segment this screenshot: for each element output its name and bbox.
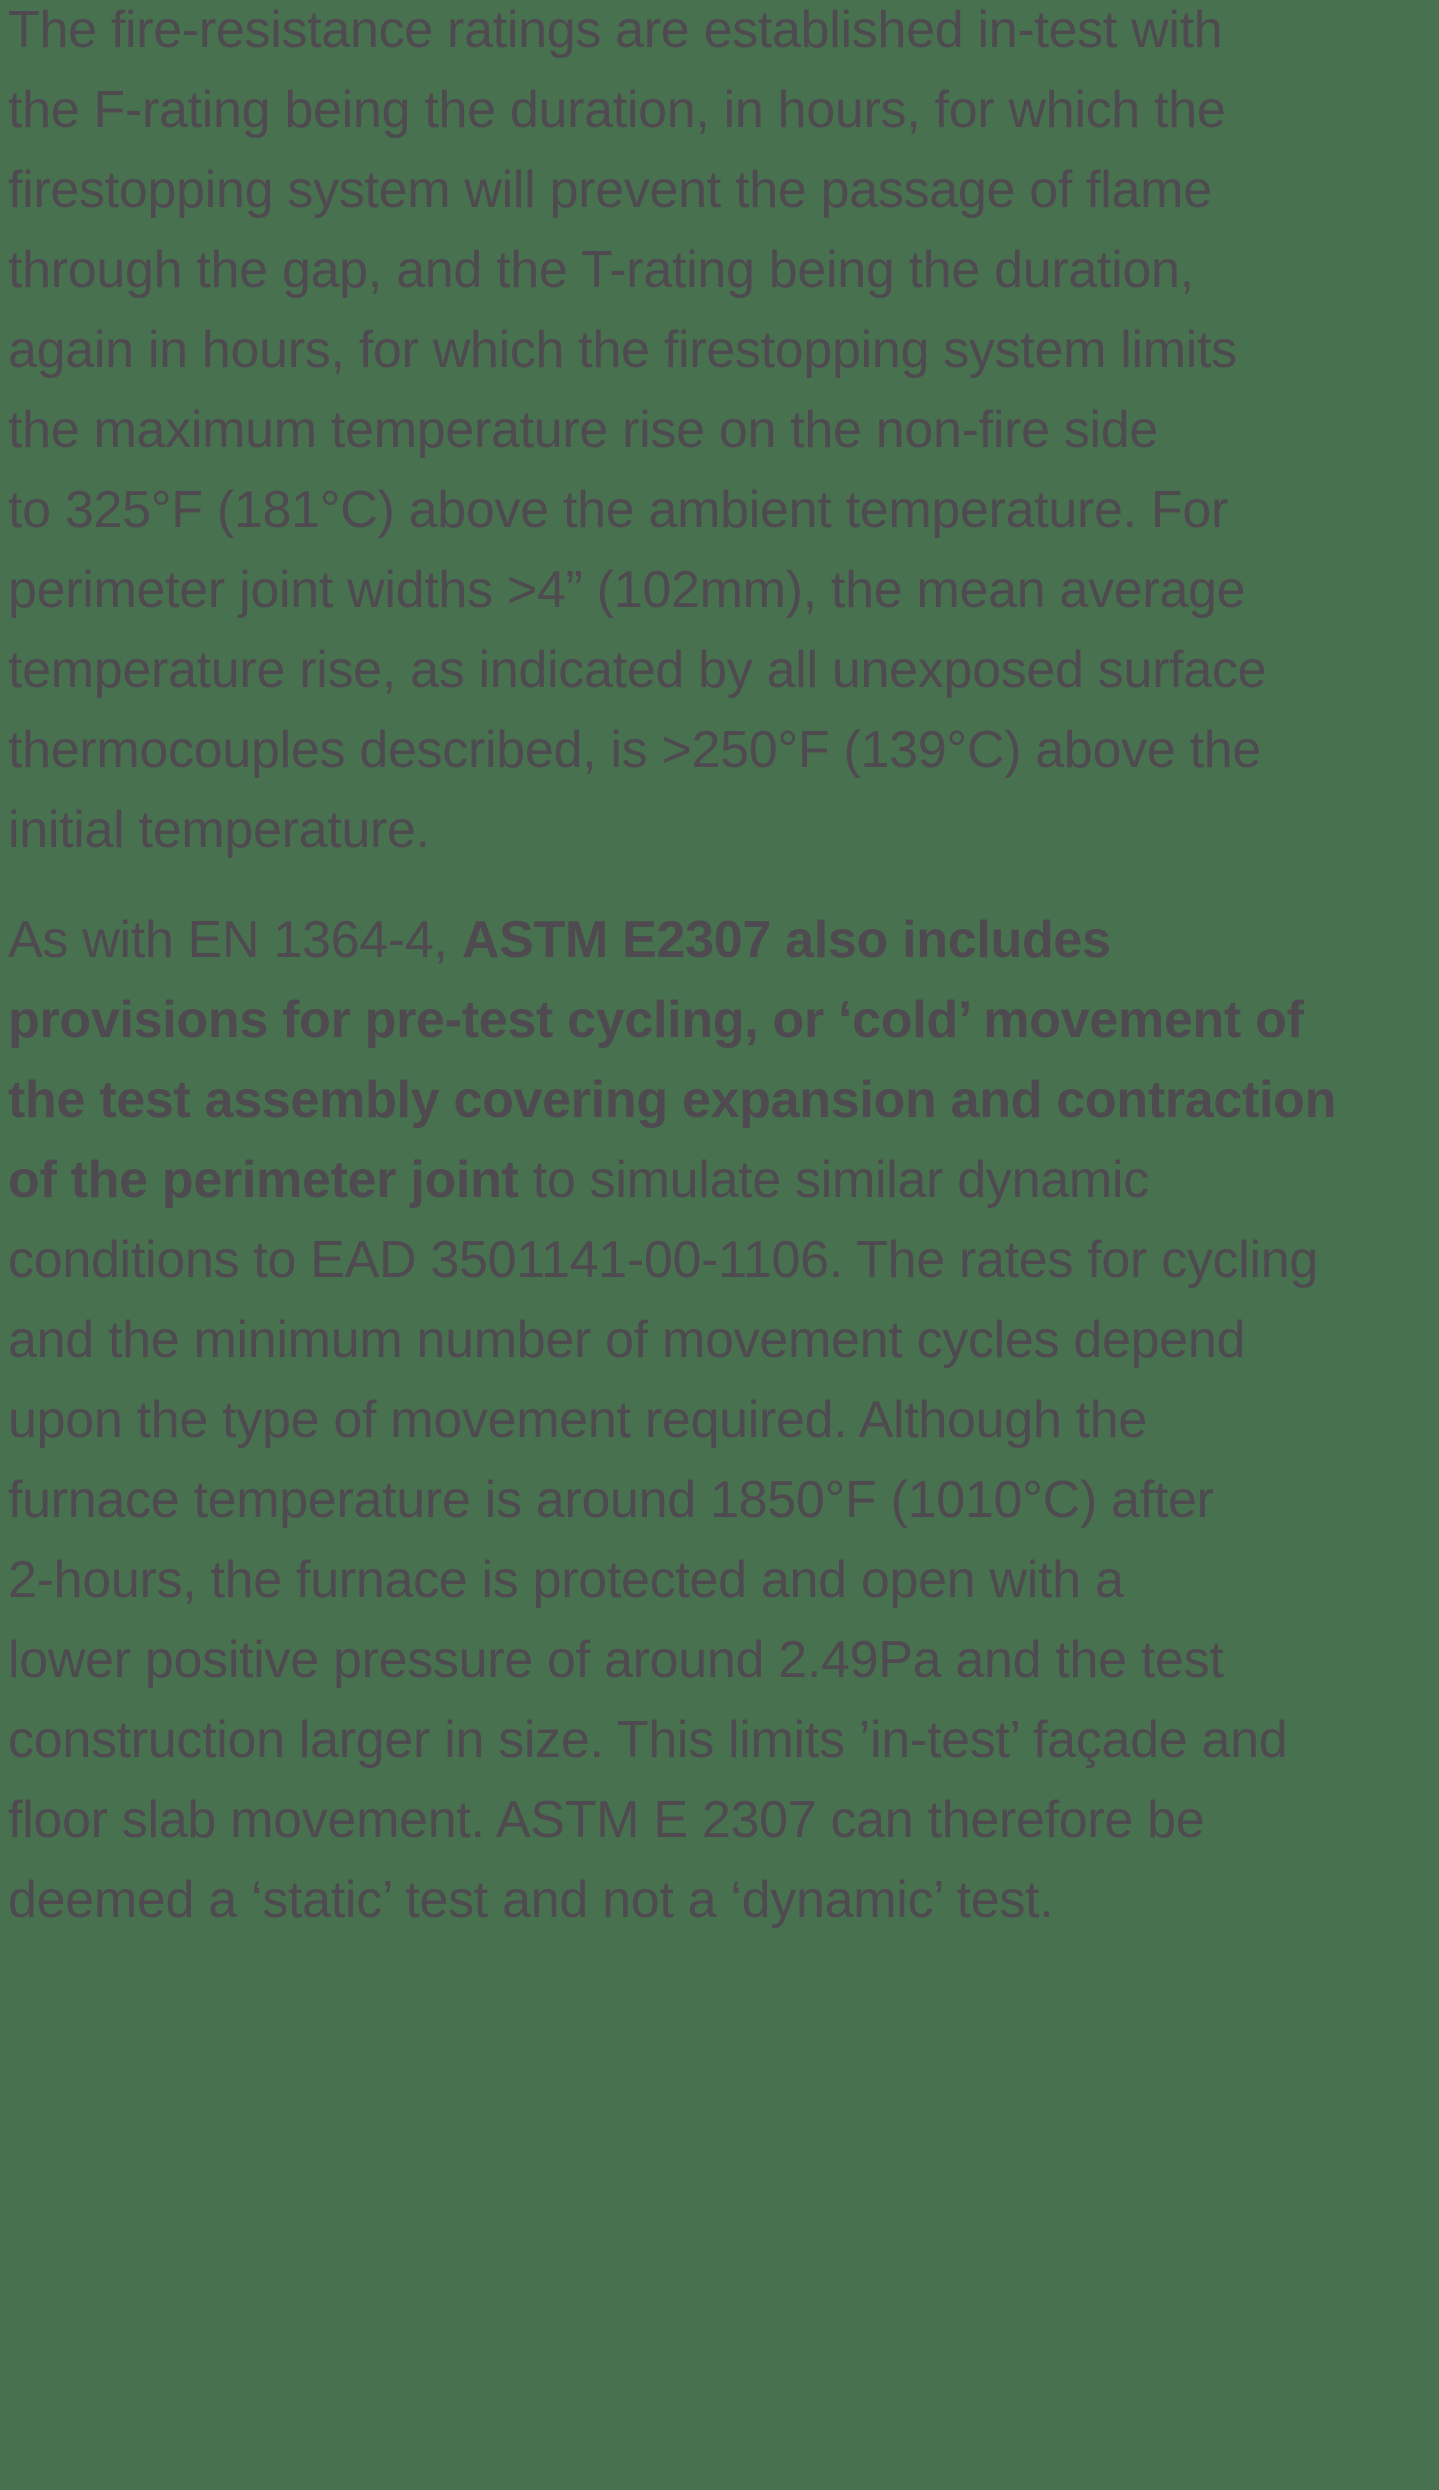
text-segment: through the gap, and the T-rating being the duration, bbox=[8, 241, 1194, 299]
text-segment: the maximum temperature rise on the non-fire side bbox=[8, 401, 1159, 459]
text-segment: conditions to EAD 3501141-00-1106. The rates for cycling bbox=[8, 1231, 1318, 1289]
text-segment-bold: the test assembly covering expansion and contraction bbox=[8, 1071, 1337, 1129]
text-segment: floor slab movement. ASTM E 2307 can therefore be bbox=[8, 1791, 1205, 1849]
text-line bbox=[8, 1380, 1435, 1460]
paragraph-astm-e2307-cycling bbox=[8, 900, 1435, 1940]
text-line bbox=[8, 390, 1435, 470]
text-line bbox=[8, 1860, 1435, 1940]
text-line bbox=[8, 230, 1435, 310]
text-line bbox=[8, 310, 1435, 390]
text-line bbox=[8, 900, 1435, 980]
text-line bbox=[8, 0, 1435, 70]
text-line bbox=[8, 1540, 1435, 1620]
text-segment: to 325°F (181°C) above the ambient temperature. For bbox=[8, 481, 1229, 539]
text-line bbox=[8, 1460, 1435, 1540]
text-segment: firestopping system will prevent the passage of flame bbox=[8, 161, 1212, 219]
text-line bbox=[8, 1220, 1435, 1300]
text-segment: thermocouples described, is >250°F (139°C) above the bbox=[8, 721, 1262, 779]
text-segment: again in hours, for which the firestopping system limits bbox=[8, 321, 1237, 379]
text-segment: to simulate similar dynamic bbox=[518, 1151, 1149, 1209]
text-line bbox=[8, 550, 1435, 630]
text-line bbox=[8, 1700, 1435, 1780]
text-line bbox=[8, 1300, 1435, 1380]
text-segment: As with EN 1364-4, bbox=[8, 911, 462, 969]
text-segment: construction larger in size. This limits ’in-test’ façade and bbox=[8, 1711, 1288, 1769]
text-segment: furnace temperature is around 1850°F (1010°C) after bbox=[8, 1471, 1214, 1529]
text-line bbox=[8, 1780, 1435, 1860]
text-line bbox=[8, 1140, 1435, 1220]
text-line bbox=[8, 470, 1435, 550]
text-segment: the F-rating being the duration, in hours, for which the bbox=[8, 81, 1226, 139]
text-line bbox=[8, 710, 1435, 790]
paragraph-fire-resistance-ratings bbox=[8, 0, 1435, 870]
text-segment: deemed a ‘static’ test and not a ‘dynamic’ test. bbox=[8, 1871, 1054, 1929]
text-segment: upon the type of movement required. Although the bbox=[8, 1391, 1148, 1449]
text-line bbox=[8, 790, 1435, 870]
text-line bbox=[8, 1620, 1435, 1700]
text-segment: The fire-resistance ratings are established in-test with bbox=[8, 1, 1223, 59]
text-segment: initial temperature. bbox=[8, 801, 430, 859]
text-segment: temperature rise, as indicated by all unexposed surface bbox=[8, 641, 1267, 699]
text-segment: perimeter joint widths >4” (102mm), the mean average bbox=[8, 561, 1246, 619]
text-line bbox=[8, 1060, 1435, 1140]
text-segment: 2-hours, the furnace is protected and open with a bbox=[8, 1551, 1124, 1609]
text-line bbox=[8, 980, 1435, 1060]
text-segment-bold: provisions for pre-test cycling, or ‘cold’ movement of bbox=[8, 991, 1304, 1049]
text-line bbox=[8, 150, 1435, 230]
text-segment: and the minimum number of movement cycles depend bbox=[8, 1311, 1246, 1369]
text-segment-bold: of the perimeter joint bbox=[8, 1151, 519, 1209]
text-line bbox=[8, 70, 1435, 150]
text-segment: lower positive pressure of around 2.49Pa and the test bbox=[8, 1631, 1224, 1689]
text-line bbox=[8, 630, 1435, 710]
text-segment-bold: ASTM E2307 also includes bbox=[461, 911, 1111, 969]
